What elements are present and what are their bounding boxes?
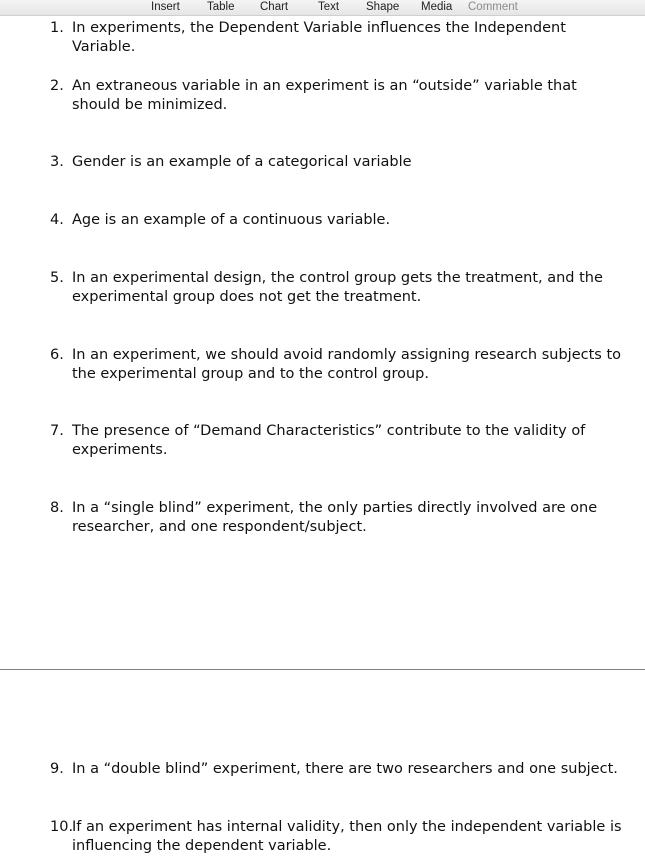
question-text: In a “double blind” experiment, there are two researchers and one subject.	[72, 761, 618, 777]
question-number: 4.	[50, 212, 64, 228]
question-text: If an experiment has internal validity, then only the independent variable is influencing the dependent variable.	[72, 819, 622, 854]
toolbar-insert-button[interactable]: Insert	[151, 1, 180, 13]
question-text: An extraneous variable in an experiment is an “outside” variable that should be minimized.	[72, 78, 577, 113]
toolbar-comment-button[interactable]: Comment	[468, 1, 518, 13]
question-text: Age is an example of a continuous variable.	[72, 212, 391, 228]
toolbar-table-button[interactable]: Table	[207, 1, 235, 13]
question-text: Gender is an example of a categorical variable	[72, 154, 412, 170]
question-item	[50, 422, 625, 460]
question-number: 1.	[50, 20, 64, 36]
page-break-divider	[0, 669, 645, 670]
question-number: 5.	[50, 270, 64, 286]
question-number: 6.	[50, 347, 64, 363]
toolbar-shape-button[interactable]: Shape	[366, 1, 400, 13]
question-item	[50, 760, 625, 779]
toolbar-chart-button[interactable]: Chart	[260, 1, 289, 13]
question-number: 3.	[50, 154, 64, 170]
question-item	[50, 153, 625, 172]
toolbar	[0, 0, 645, 16]
question-text: The presence of “Demand Characteristics” contribute to the validity of experiments.	[72, 423, 586, 458]
question-text: In experiments, the Dependent Variable influences the Independent Variable.	[72, 20, 566, 55]
question-number: 10.	[50, 819, 74, 835]
question-item	[50, 269, 625, 307]
question-item	[50, 211, 625, 230]
question-number: 7.	[50, 423, 64, 439]
toolbar-media-button[interactable]: Media	[421, 1, 453, 13]
toolbar-text-button[interactable]: Text	[318, 1, 340, 13]
question-text: In an experiment, we should avoid randomly assigning research subjects to the experimental group and to the control group.	[72, 347, 621, 382]
question-number: 2.	[50, 78, 64, 94]
question-item	[50, 499, 625, 537]
question-text: In an experimental design, the control group gets the treatment, and the experimental group does not get the treatment.	[72, 270, 603, 305]
question-text: In a “single blind” experiment, the only parties directly involved are one researcher, and one respondent/subject.	[72, 500, 598, 535]
question-item	[50, 818, 625, 856]
question-number: 8.	[50, 500, 64, 516]
question-number: 9.	[50, 761, 64, 777]
question-item	[50, 77, 625, 115]
question-item	[50, 346, 625, 384]
question-item	[50, 19, 625, 57]
